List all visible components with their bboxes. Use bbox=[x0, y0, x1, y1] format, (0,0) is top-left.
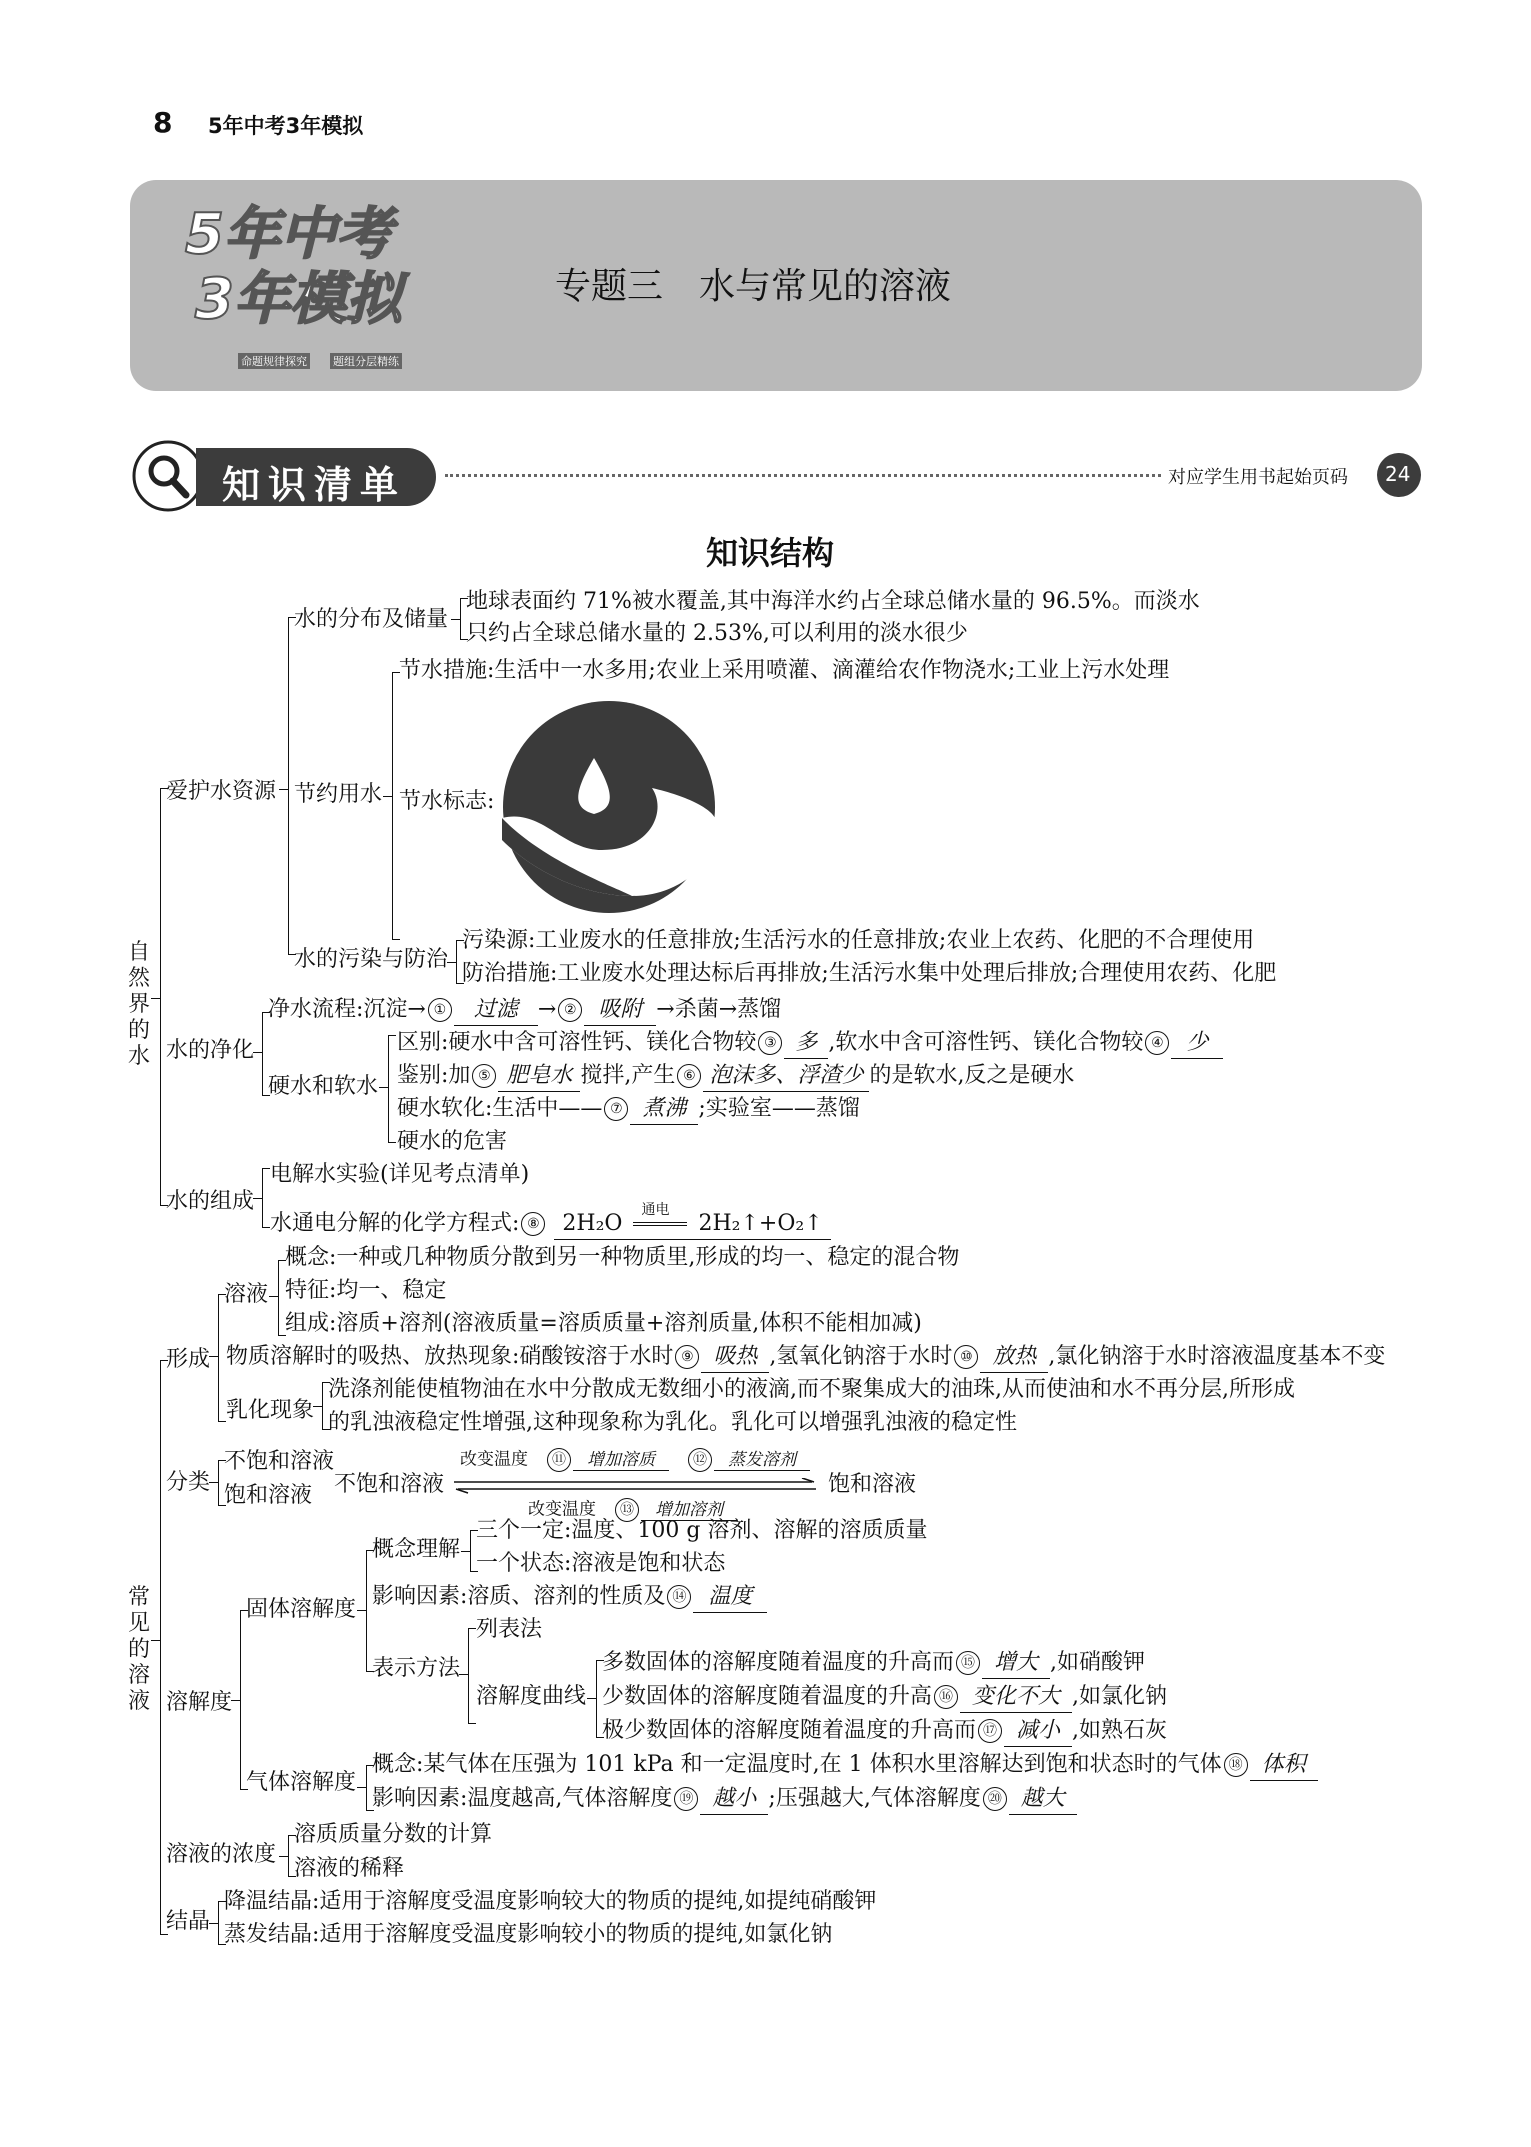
dotted-rule bbox=[445, 474, 1161, 477]
logo-text-2: 3年模拟 bbox=[195, 267, 402, 332]
brace-hard-soft bbox=[388, 1035, 389, 1143]
section-title: 知识清单 bbox=[222, 463, 407, 507]
book-title: 5年中考3年模拟 bbox=[208, 114, 364, 138]
answer-3: 多 bbox=[784, 1028, 828, 1059]
brace-formation bbox=[218, 1294, 219, 1422]
answer-7: 煮沸 bbox=[630, 1094, 698, 1125]
node-classify: 分类 bbox=[166, 1470, 211, 1495]
node-crystallization: 结晶 bbox=[166, 1909, 211, 1934]
solution-composition: 组成:溶质+溶剂(溶液质量=溶质质量+溶剂质量,体积不能相加减) bbox=[285, 1311, 922, 1336]
node-formation: 形成 bbox=[166, 1347, 211, 1372]
crystallization-evaporation: 蒸发结晶:适用于溶解度受温度影响较小的物质的提纯,如氯化钠 bbox=[224, 1922, 833, 1947]
answer-20: 越大 bbox=[1009, 1784, 1077, 1815]
brace-solid-solubility bbox=[366, 1550, 367, 1672]
node-purify: 水的净化 bbox=[166, 1038, 255, 1063]
answer-2: 吸附 bbox=[584, 995, 656, 1026]
gas-concept: 概念:某气体在压强为 101 kPa 和一定温度时,在 1 体积水里溶解达到饱和状态时的气体 ⑱ 体积 bbox=[372, 1750, 1318, 1781]
page-number: 8 bbox=[153, 106, 173, 139]
node-gas-solubility: 气体溶解度 bbox=[246, 1770, 357, 1795]
node-concentration: 溶液的浓度 bbox=[166, 1842, 277, 1867]
brace-root2 bbox=[160, 1360, 161, 1935]
save-sign-label: 节水标志: bbox=[399, 789, 495, 814]
solution-concept: 概念:一种或几种物质分散到另一种物质里,形成的均一、稳定的混合物 bbox=[285, 1245, 960, 1270]
node-dist: 水的分布及储量 bbox=[294, 607, 449, 632]
root-common-solutions: 常见的溶液 bbox=[128, 1585, 151, 1714]
node-solubility-curve: 溶解度曲线 bbox=[476, 1684, 587, 1709]
answer-10: 放热 bbox=[980, 1342, 1048, 1373]
brace-crystallization bbox=[218, 1901, 219, 1945]
node-emulsification: 乳化现象 bbox=[226, 1398, 315, 1423]
structure-title: 知识结构 bbox=[706, 534, 835, 572]
conversion-from: 不饱和溶液 bbox=[334, 1472, 445, 1497]
logo-text-1: 5年中考 bbox=[185, 202, 392, 267]
brace-concentration bbox=[288, 1835, 289, 1877]
concentration-dilute: 溶液的稀释 bbox=[294, 1856, 405, 1881]
brace-representation bbox=[468, 1628, 469, 1724]
node-solid-solubility: 固体溶解度 bbox=[246, 1597, 357, 1622]
answer-18: 体积 bbox=[1250, 1750, 1318, 1781]
brace-composition bbox=[262, 1168, 263, 1228]
curve-rule-2: 少数固体的溶解度随着温度的升高 ⑯ 变化不大 ,如氯化钠 bbox=[602, 1682, 1167, 1713]
magnifier-icon bbox=[132, 440, 204, 512]
electrolysis-equation: 水通电分解的化学方程式: ⑧ 2H₂O 通电 2H₂↑+O₂↑ bbox=[270, 1209, 831, 1240]
electrolysis-exp: 电解水实验(详见考点清单) bbox=[270, 1162, 530, 1187]
node-solution: 溶液 bbox=[224, 1282, 269, 1307]
answer-9: 吸热 bbox=[701, 1342, 769, 1373]
conversion-to: 饱和溶液 bbox=[828, 1472, 917, 1497]
concentration-calc: 溶质质量分数的计算 bbox=[294, 1822, 493, 1847]
brace-root1 bbox=[160, 788, 161, 1206]
answer-19: 越小 bbox=[700, 1784, 768, 1815]
logo-tag-1: 命题规律探究 bbox=[238, 353, 310, 369]
purify-flow: 净水流程:沉淀→ ① 过滤 → ② 吸附 →杀菌→蒸馏 bbox=[268, 995, 781, 1026]
node-concept-understanding: 概念理解 bbox=[372, 1537, 461, 1562]
answer-11: 增加溶质 bbox=[573, 1450, 669, 1471]
class-saturated: 饱和溶液 bbox=[224, 1483, 313, 1508]
brace-solubility bbox=[240, 1610, 241, 1790]
brace-gas-solubility bbox=[366, 1765, 367, 1811]
dist-line1: 地球表面约 71%被水覆盖,其中海洋水约占全球总储水量的 96.5%。而淡水 bbox=[466, 589, 1200, 614]
logo-tag-2: 题组分层精练 bbox=[330, 353, 402, 369]
dissolving-heat: 物质溶解时的吸热、放热现象:硝酸铵溶于水时 ⑨ 吸热 ,氢氧化钠溶于水时 ⑩ 放热 ,氯化钠溶于水时溶液温度基本不变 bbox=[226, 1342, 1385, 1373]
conversion-arrows bbox=[450, 1478, 820, 1494]
hard-soften: 硬水软化:生活中—— ⑦ 煮沸 ;实验室——蒸馏 bbox=[397, 1094, 860, 1125]
brace-solubility-curve bbox=[596, 1660, 597, 1738]
node-save: 节约用水 bbox=[294, 782, 383, 807]
answer-8: 2H₂O 通电 2H₂↑+O₂↑ bbox=[554, 1209, 830, 1240]
root-natural-water: 自然界的水 bbox=[128, 940, 151, 1069]
brace-protect bbox=[288, 617, 289, 955]
brace-solution bbox=[278, 1260, 279, 1336]
list-method: 列表法 bbox=[476, 1617, 543, 1642]
node-composition: 水的组成 bbox=[166, 1189, 255, 1214]
answer-5: 肥皂水 bbox=[498, 1061, 580, 1092]
node-protect: 爱护水资源 bbox=[166, 779, 277, 804]
water-saving-logo-icon bbox=[502, 700, 716, 914]
brace-pollution bbox=[456, 940, 457, 984]
start-page-label: 对应学生用书起始页码 bbox=[1168, 467, 1348, 488]
node-representation: 表示方法 bbox=[372, 1656, 461, 1681]
node-hard-soft: 硬水和软水 bbox=[268, 1074, 379, 1099]
solution-feature: 特征:均一、稳定 bbox=[285, 1278, 447, 1303]
crystallization-cooling: 降温结晶:适用于溶解度受温度影响较大的物质的提纯,如提纯硝酸钾 bbox=[224, 1889, 877, 1914]
brace-purify bbox=[262, 1012, 263, 1096]
pollution-source: 污染源:工业废水的任意排放;生活污水的任意排放;农业上农药、化肥的不合理使用 bbox=[462, 928, 1255, 953]
answer-12: 蒸发溶剂 bbox=[714, 1450, 810, 1471]
conversion-top: 改变温度 ⑪ 增加溶质 ⑫ 蒸发溶剂 bbox=[460, 1448, 810, 1472]
answer-17: 减小 bbox=[1004, 1716, 1072, 1747]
save-measure: 节水措施:生活中一水多用;农业上采用喷灌、滴灌给农作物浇水;工业上污水处理 bbox=[399, 658, 1170, 683]
curve-rule-3: 极少数固体的溶解度随着温度的升高而 ⑰ 减小 ,如熟石灰 bbox=[602, 1716, 1167, 1747]
answer-6: 泡沫多、浮渣少 bbox=[703, 1061, 869, 1092]
answer-16: 变化不大 bbox=[960, 1682, 1072, 1713]
start-page-number: 24 bbox=[1385, 462, 1411, 486]
node-pollution: 水的污染与防治 bbox=[294, 947, 449, 972]
node-solubility: 溶解度 bbox=[166, 1690, 233, 1715]
brace-classify bbox=[218, 1460, 219, 1506]
emulsification-line2: 的乳浊液稳定性增强,这种现象称为乳化。乳化可以增强乳浊液的稳定性 bbox=[328, 1410, 1017, 1435]
answer-15: 增大 bbox=[982, 1648, 1050, 1679]
class-unsaturated: 不饱和溶液 bbox=[224, 1449, 335, 1474]
emulsification-line1: 洗涤剂能使植物油在水中分散成无数细小的液滴,而不聚集成大的油珠,从而使油和水不再分层,所形成 bbox=[328, 1377, 1295, 1402]
brace-dist bbox=[460, 598, 461, 640]
one-state: 一个状态:溶液是饱和状态 bbox=[476, 1551, 726, 1576]
brace-emulsification bbox=[322, 1382, 323, 1430]
hard-difference: 区别:硬水中含可溶性钙、镁化合物较 ③ 多 ,软水中含可溶性钙、镁化合物较 ④ 少 bbox=[397, 1028, 1223, 1059]
answer-1: 过滤 bbox=[454, 995, 538, 1026]
curve-rule-1: 多数固体的溶解度随着温度的升高而 ⑮ 增大 ,如硝酸钾 bbox=[602, 1648, 1145, 1679]
answer-13: 增加溶剂 bbox=[641, 1500, 737, 1521]
brace-concept-understanding bbox=[470, 1530, 471, 1572]
hard-harm: 硬水的危害 bbox=[397, 1129, 508, 1154]
hard-identify: 鉴别:加 ⑤ 肥皂水 搅拌,产生 ⑥ 泡沫多、浮渣少 的是软水,反之是硬水 bbox=[397, 1061, 1074, 1092]
solid-factor: 影响因素:溶质、溶剂的性质及 ⑭ 温度 bbox=[372, 1582, 767, 1613]
three-fixed: 三个一定:温度、100 g 溶剂、溶解的溶质质量 bbox=[476, 1518, 928, 1543]
answer-14: 温度 bbox=[693, 1582, 767, 1613]
dist-line2: 只约占全球总储水量的 2.53%,可以利用的淡水很少 bbox=[466, 621, 968, 646]
brace-save bbox=[392, 672, 393, 940]
conversion-bottom: 改变温度 ⑬ 增加溶剂 bbox=[528, 1498, 737, 1522]
topic-title: 专题三 水与常见的溶液 bbox=[555, 266, 952, 307]
answer-4: 少 bbox=[1171, 1028, 1223, 1059]
equation-condition: 通电 bbox=[641, 1202, 670, 1218]
pollution-prevent: 防治措施:工业废水处理达标后再排放;生活污水集中处理后排放;合理使用农药、化肥 bbox=[462, 961, 1277, 986]
gas-factor: 影响因素:温度越高,气体溶解度 ⑲ 越小 ;压强越大,气体溶解度 ⑳ 越大 bbox=[372, 1784, 1077, 1815]
